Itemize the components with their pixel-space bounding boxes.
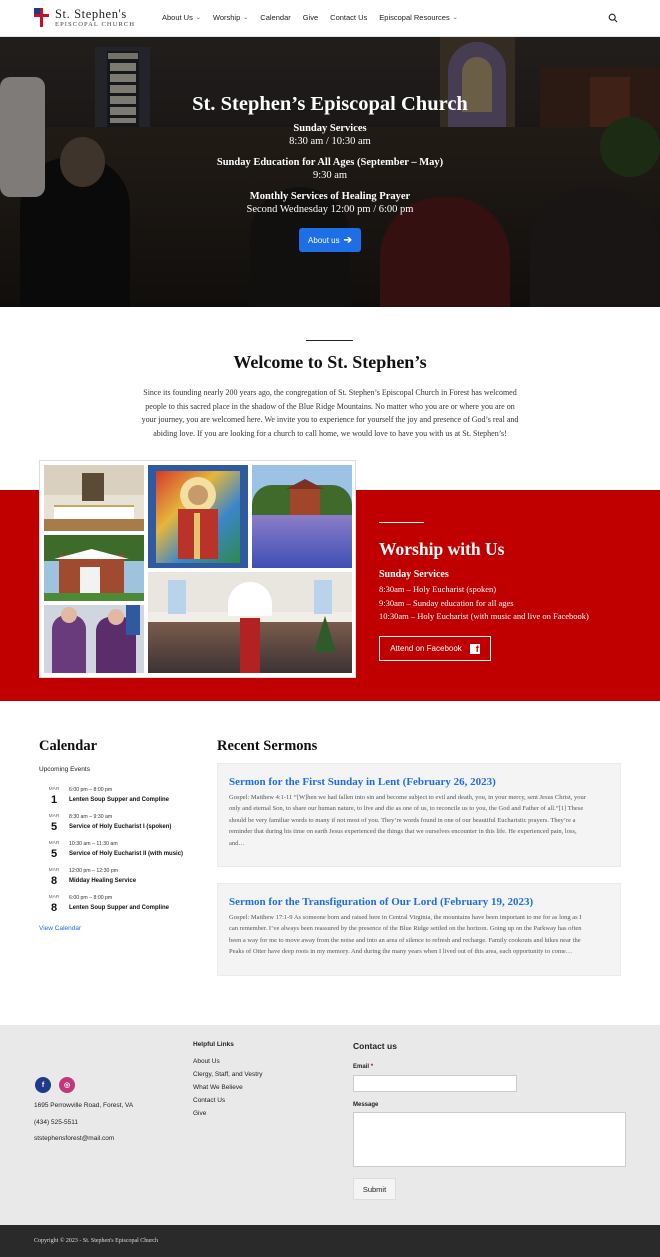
event-month: MAR [48,814,60,819]
worship-service-line: 10:30am – Holy Eucharist (with music and live on Facebook) [379,611,589,621]
service-heading: Monthly Services of Healing Prayer [249,191,411,202]
sermon-excerpt [229,912,610,958]
event-day: 5 [50,848,58,860]
nav-episcopal-resources[interactable] [379,13,457,22]
worship-service-line: 8:30am – Holy Eucharist (spoken) [379,584,497,594]
chevron-down-icon: ⌄ [195,15,201,21]
view-calendar-link[interactable]: View Calendar [39,925,82,932]
nav-label: About Us [162,13,193,22]
church-exterior-photo [252,465,352,568]
logo-title: St. Stephen's [55,7,127,21]
event-day: 5 [50,821,58,833]
event-day: 1 [50,794,58,806]
congregation-photo [148,572,352,673]
service-detail: Second Wednesday 12:00 pm / 6:00 pm [246,204,414,215]
search-icon[interactable] [608,13,618,23]
instagram-icon[interactable] [59,1077,75,1093]
welcome-line: Since its founding nearly 200 years ago, the congregation of St. Stephen’s Episcopal Church in Forest has welcomed [143,388,517,397]
event-name: Lenten Soup Supper and Compline [69,905,170,911]
event-month: MAR [48,868,60,873]
event-time: 10:30 am – 11:30 am [69,841,118,847]
email-field[interactable] [353,1075,517,1092]
email-label [353,1064,373,1070]
arrow-right-icon: ➔ [343,234,352,246]
message-label: Message [353,1102,379,1108]
excerpt-line: reminder that during his time on earth Jesus experienced the things that we ourselves encounter in this life. He experienced pain, loss, [229,828,577,836]
event-name: Midday Healing Service [69,878,137,884]
altar-photo [44,465,144,531]
footer-address: 1695 Perrowville Road, Forest, VA [34,1102,134,1109]
button-label: Attend on Facebook [390,644,462,653]
nav-calendar[interactable] [260,13,290,22]
nav-label: Give [302,13,319,22]
service-detail: 9:30 am [312,170,348,181]
service-heading: Sunday Education for All Ages (September – May) [216,157,444,168]
worship-subtitle: Sunday Services [379,569,449,580]
site-logo[interactable] [34,8,135,28]
divider [379,522,424,523]
main-nav [162,13,470,22]
chevron-down-icon: ⌄ [243,15,249,21]
footer-email[interactable]: ststephensforest@mail.com [34,1135,115,1142]
worship-service-line: 9:30am – Sunday education for all ages [379,598,514,608]
sermon-title-link[interactable]: Sermon for the Transfiguration of Our Lord (February 19, 2023) [229,896,534,908]
footer-link-give[interactable]: Give [193,1110,207,1117]
event-month: MAR [48,895,60,900]
facebook-icon: f [470,644,480,654]
welcome-text [126,386,534,440]
excerpt-line: Gospel: Matthew 4:1-11 “[W]hen we had fallen into sin and become subject to evil and death, you, in your mercy, sent Jesus Christ, your [229,794,586,801]
email-label-text: Email [353,1064,370,1070]
footer-link-clergy[interactable]: Clergy, Staff, and Vestry [193,1071,263,1078]
required-mark: * [370,1064,374,1070]
excerpt-line: Gospel: Matthew 17:1-9 As someone born and raised here in Central Virginia, the mountains have been important to me for as long as I [229,914,582,921]
welcome-title: Welcome to St. Stephen’s [233,352,427,372]
excerpt-line: can remember. I’ve always been reassured by the presence of the Blue Ridge settled on the horizon. Going up on the Parkway has often [229,925,582,933]
event-name: Service of Holy Eucharist I (spoken) [69,824,172,830]
site-header [0,0,660,37]
sermon-card [217,883,621,976]
nav-give[interactable] [303,13,318,22]
footer-link-about-us[interactable]: About Us [193,1058,220,1065]
service-heading: Sunday Services [293,123,367,134]
stained-glass-photo [148,465,248,568]
submit-button[interactable]: Submit [353,1178,396,1200]
event-time: 6:00 pm – 8:00 pm [69,787,113,793]
excerpt-line: only and eternal Son, to share our human nature, to live and die as one of us, to reconcile us to you, the God and Father of all.”[1] These [229,805,584,813]
button-label: About us [308,235,340,245]
footer-link-beliefs[interactable]: What We Believe [193,1084,243,1091]
helpful-links-title: Helpful Links [193,1041,234,1048]
episcopal-shield-icon [34,8,49,27]
calendar-subtitle: Upcoming Events [39,766,90,773]
church-building-photo [44,535,144,601]
nav-label: Contact Us [330,13,368,22]
nav-about-us[interactable] [162,13,201,22]
event-month: MAR [48,787,60,792]
photo-collage [39,460,356,678]
excerpt-line: should be very familiar words to many if not most of you. They’re words found in one of our beautiful Eucharistic prayers. They’re a [229,816,576,824]
excerpt-line: been a way for me to move away from the noise and into an area of silence to refresh and recharge. Family cookouts and hikes near the [229,936,581,944]
event-day: 8 [50,902,58,914]
contact-form-title: Contact us [353,1041,397,1051]
service-detail: 8:30 am / 10:30 am [289,136,371,147]
event-name: Service of Holy Eucharist II (with music) [69,851,184,857]
attend-on-facebook-button[interactable] [379,636,491,661]
hero-section [0,37,660,307]
nav-label: Calendar [260,13,291,22]
hero-title: St. Stephen’s Episcopal Church [192,93,468,115]
sermons-title: Recent Sermons [217,738,318,754]
about-us-button[interactable] [299,228,361,252]
welcome-line: your journey, you are welcomed here. We invite you to experience for yourself the joy and presence of God’s real and [141,415,519,424]
copyright-text: Copyright © 2023 - St. Stephen's Episcopal Church [34,1238,158,1244]
footer-link-contact[interactable]: Contact Us [193,1097,226,1104]
logo-subtitle: EPISCOPAL CHURCH [55,21,136,28]
nav-worship[interactable] [213,13,248,22]
worship-title: Worship with Us [379,539,505,559]
footer-phone[interactable]: (434) 525-5511 [34,1119,78,1126]
event-name: Lenten Soup Supper and Compline [69,797,170,803]
facebook-glyph: f [41,1081,45,1089]
sermon-card [217,763,621,867]
excerpt-line: and… [229,839,245,847]
event-time: 12:00 pm – 12:30 pm [69,868,119,874]
nav-label: Worship [212,13,241,22]
sermon-excerpt [229,792,610,849]
event-month: MAR [48,841,60,846]
nav-label: Episcopal Resources [379,13,450,22]
excerpt-line: Peaks of Otter have deep roots in my memory. And during the many years when I lived out of this area, each opportunity to come… [229,948,573,956]
instagram-glyph: ◎ [63,1082,71,1089]
welcome-line: abiding love. If you are looking for a church to call home, we would love to have you with us at St. Stephen’s! [153,428,507,438]
nav-contact-us[interactable] [330,13,367,22]
clergy-photo [44,605,144,673]
event-time: 6:00 pm – 8:00 pm [69,895,113,901]
facebook-icon[interactable] [35,1077,51,1093]
chevron-down-icon: ⌄ [452,15,458,21]
message-textarea[interactable] [353,1112,626,1167]
sermon-title-link[interactable]: Sermon for the First Sunday in Lent (February 26, 2023) [229,776,496,788]
divider [306,340,353,341]
calendar-title: Calendar [39,738,97,754]
welcome-line: people to this sacred place in the shadow of the Blue Ridge Mountains. No matter who you are or where you are on [145,401,515,411]
event-day: 8 [50,875,58,887]
event-time: 8:30 am – 9:30 am [69,814,113,820]
